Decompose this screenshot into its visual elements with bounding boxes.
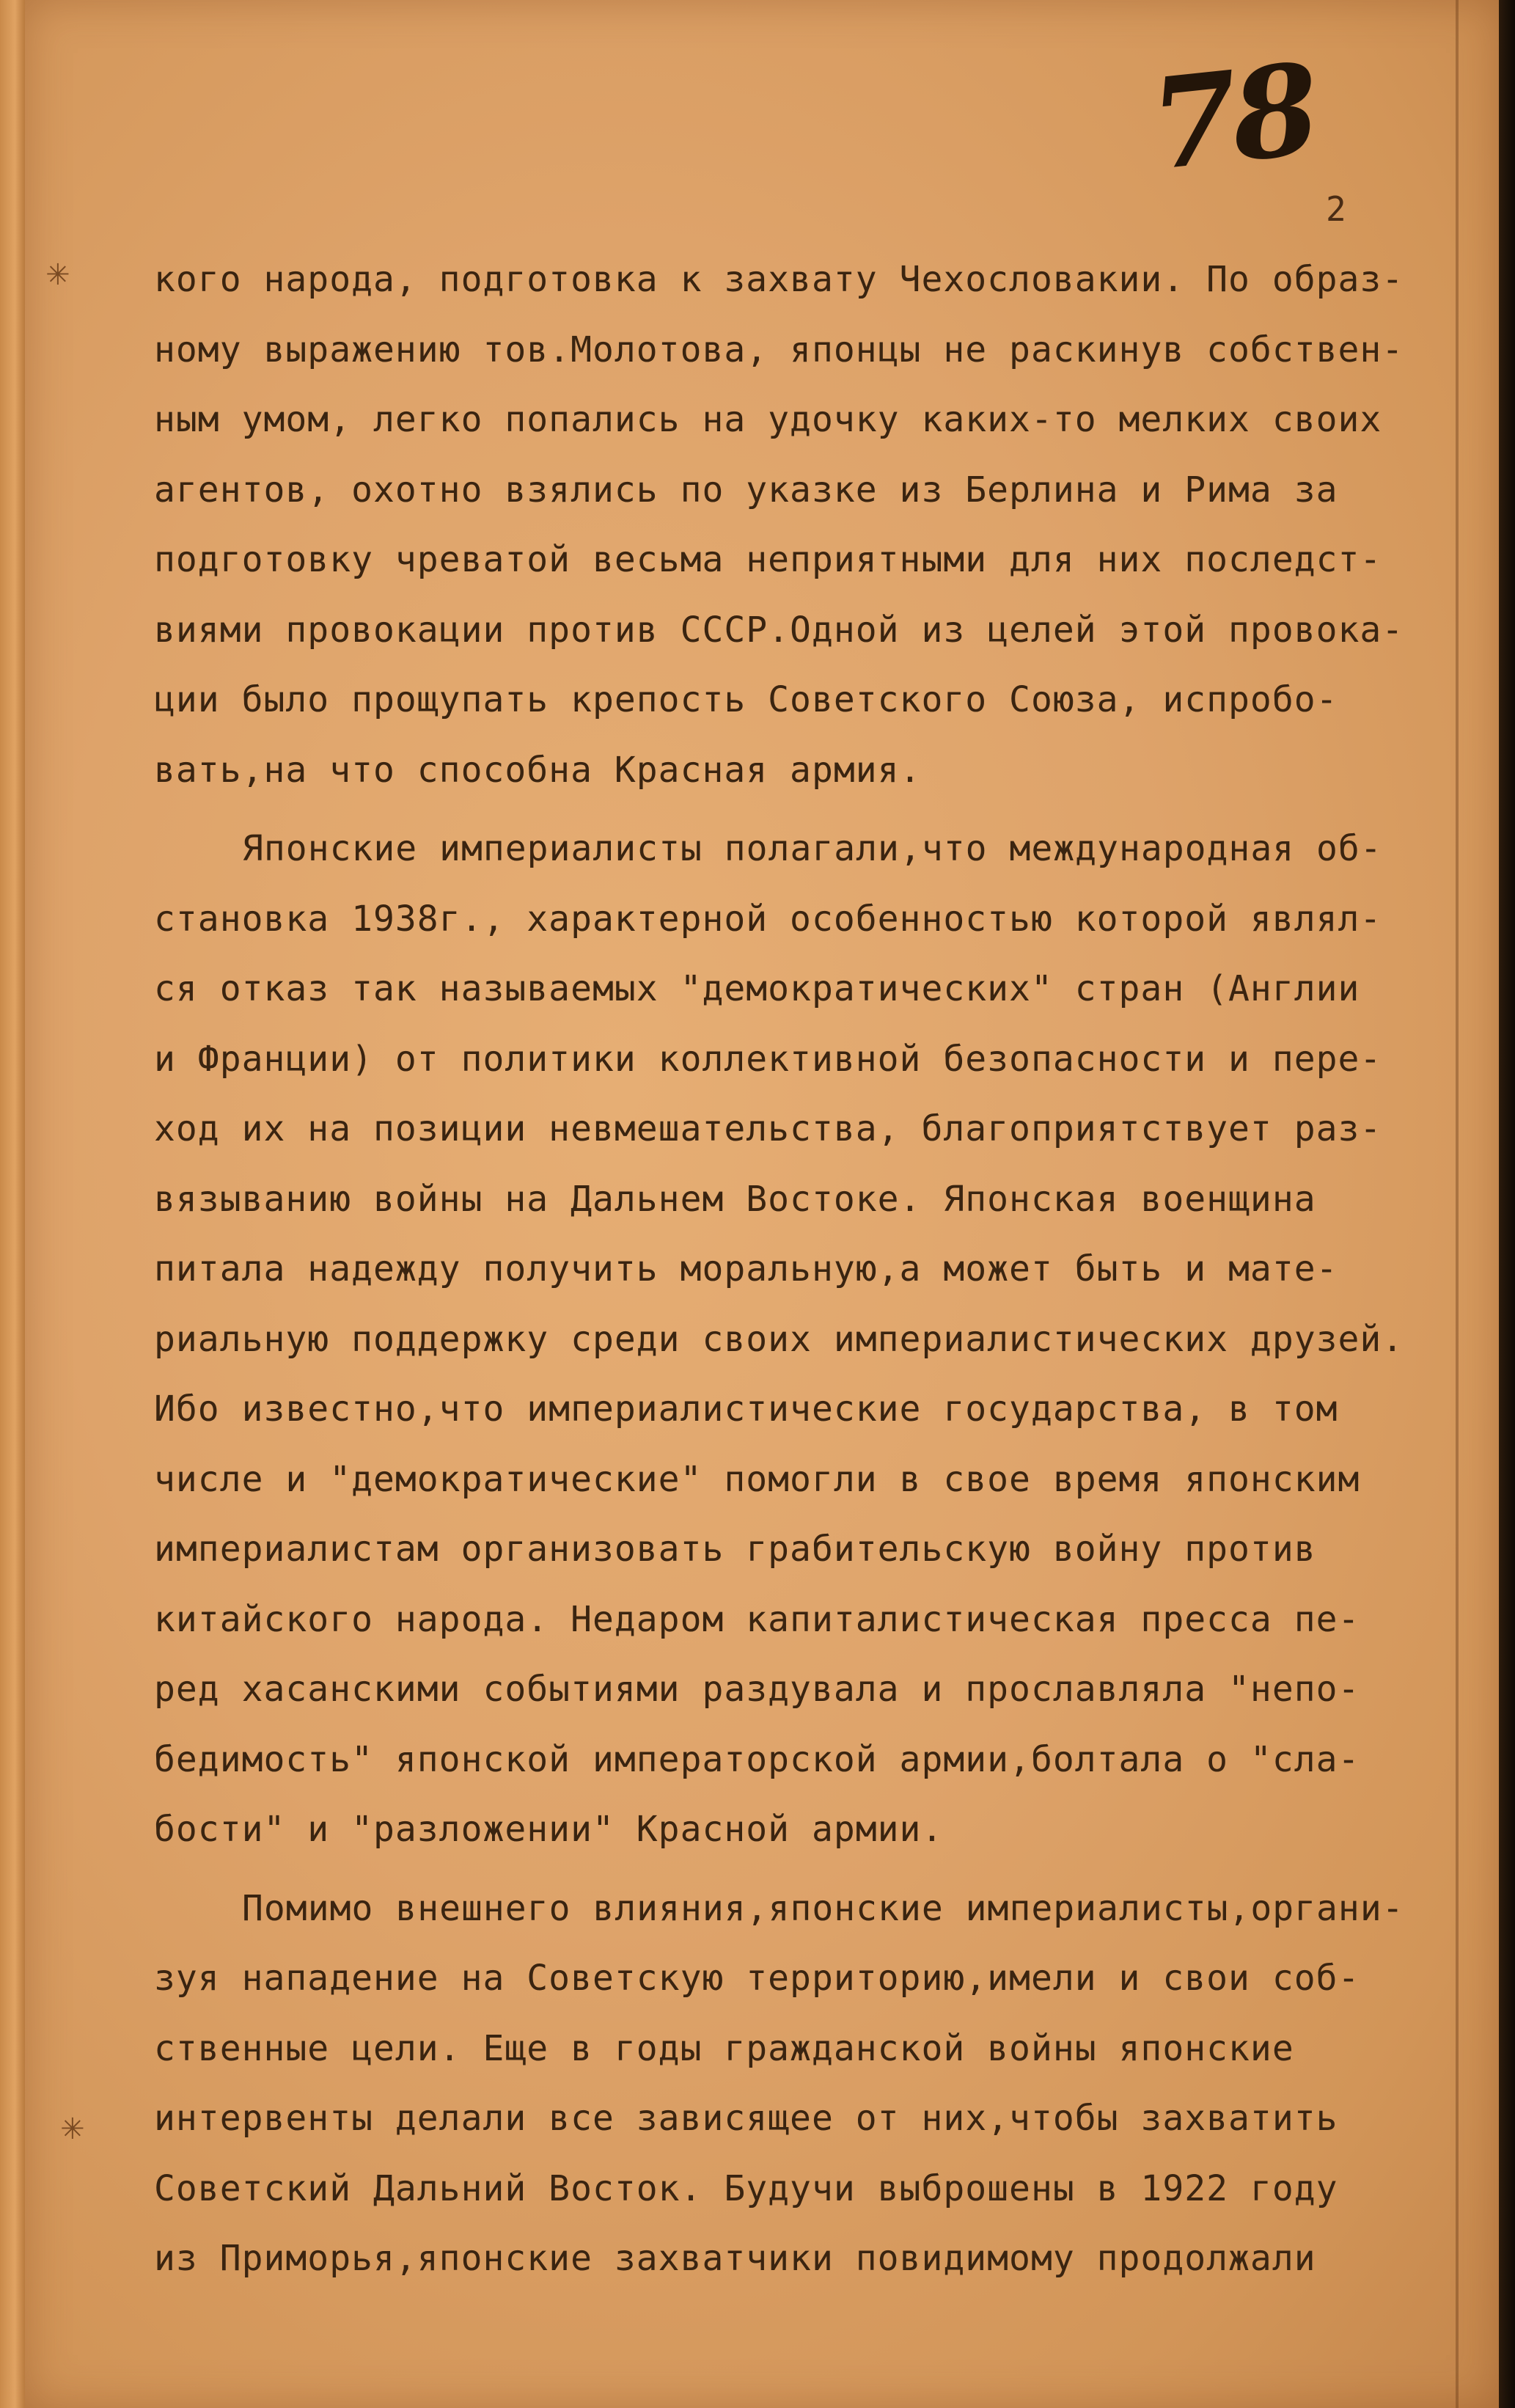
- paragraph-gap: [154, 1865, 1474, 1874]
- text-line: питала надежду получить моральную,а может быть и мате-: [154, 1248, 1338, 1289]
- text-line: риальную поддержку среди своих империалистических друзей.: [154, 1318, 1404, 1360]
- text-line: китайского народа. Недаром капиталистическая пресса пе-: [154, 1598, 1360, 1640]
- text-line: ному выражению тов.Молотова, японцы не раскинув собствен-: [154, 329, 1404, 370]
- typed-sheet-number: 2: [1326, 189, 1346, 229]
- paragraph: [154, 1874, 1474, 2294]
- text-line: и Франции) от политики коллективной безопасности и пере-: [154, 1038, 1382, 1080]
- text-line: бости" и "разложении" Красной армии.: [154, 1809, 944, 1850]
- margin-asterisk-icon: ✳: [60, 2112, 85, 2146]
- paragraph: [154, 814, 1474, 1865]
- text-line: становка 1938г., характерной особенностью которой являл-: [154, 898, 1382, 940]
- text-line: ред хасанскими событиями раздувала и прославляла "непо-: [154, 1669, 1360, 1710]
- handwritten-page-number: 78: [1144, 36, 1321, 199]
- paragraph: [154, 245, 1474, 805]
- text-line: подготовку чреватой весьма неприятными для них последст-: [154, 539, 1382, 580]
- text-line: агентов, охотно взялись по указке из Берлина и Рима за: [154, 469, 1338, 510]
- typed-text-body: [154, 245, 1474, 2294]
- text-line: вязыванию войны на Дальнем Востоке. Японская военщина: [154, 1178, 1316, 1220]
- text-line: империалистам организовать грабительскую войну против: [154, 1529, 1316, 1570]
- margin-asterisk-icon: ✳: [45, 258, 70, 292]
- text-line: вать,на что способна Красная армия.: [154, 749, 922, 791]
- text-line: интервенты делали все зависящее от них,чтобы захватить: [154, 2098, 1338, 2139]
- text-line: Японские империалисты полагали,что международная об-: [242, 828, 1382, 869]
- text-line: ным умом, легко попались на удочку каких-то мелких своих: [154, 399, 1382, 440]
- text-line: ственные цели. Еще в годы гражданской войны японские: [154, 2027, 1294, 2069]
- text-line: кого народа, подготовка к захвату Чехословакии. По образ-: [154, 259, 1404, 300]
- text-line: ся отказ так называемых "демократических" стран (Англии: [154, 968, 1360, 1009]
- paragraph-gap: [154, 805, 1474, 814]
- text-line: Помимо внешнего влияния,японские империалисты,органи-: [242, 1887, 1404, 1929]
- text-line: виями провокации против СССР.Одной из целей этой провока-: [154, 609, 1404, 651]
- text-line: Ибо известно,что империалистические государства, в том: [154, 1388, 1338, 1430]
- text-line: зуя нападение на Советскую территорию,имели и свои соб-: [154, 1958, 1360, 1999]
- right-page-edge: [1499, 0, 1515, 2408]
- text-line: числе и "демократические" помогли в свое время японским: [154, 1458, 1360, 1500]
- left-binding-strip: [0, 0, 25, 2408]
- text-line: ции было прощупать крепость Советского Союза, испробо-: [154, 679, 1338, 720]
- text-line: из Приморья,японские захватчики повидимому продолжали: [154, 2238, 1316, 2279]
- text-line: Советский Дальний Восток. Будучи выброшены в 1922 году: [154, 2167, 1338, 2209]
- text-line: бедимость" японской императорской армии,болтала о "сла-: [154, 1738, 1360, 1780]
- text-line: ход их на позиции невмешательства, благоприятствует раз-: [154, 1108, 1382, 1149]
